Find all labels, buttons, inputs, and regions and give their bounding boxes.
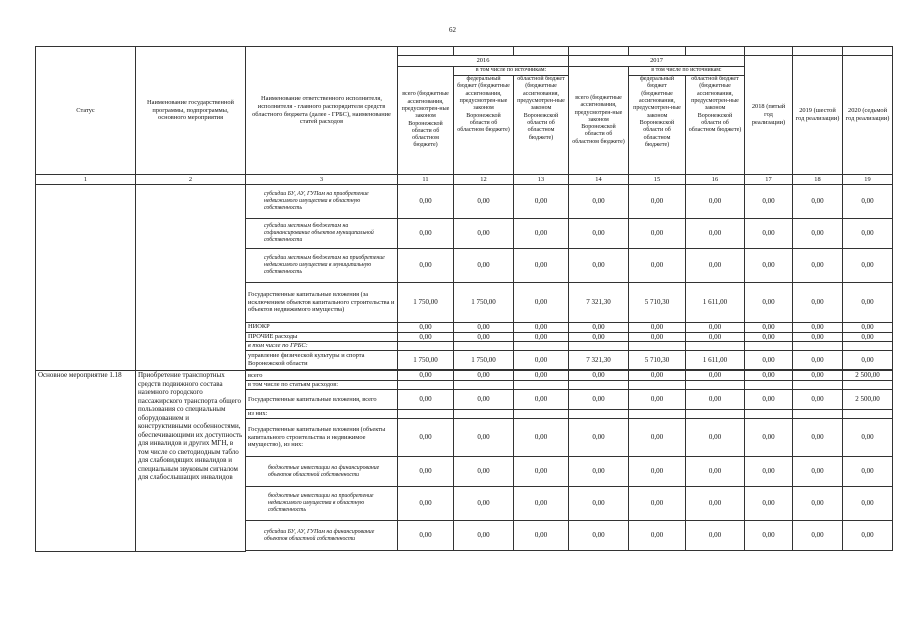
col-num: 13	[514, 175, 569, 185]
cell-value: 1 750,00	[454, 283, 514, 323]
cell-value: 0,00	[514, 351, 569, 370]
cell-value: 0,00	[843, 487, 893, 521]
header-federal-2017: федеральный бюджет (бюджетные ассигнования, предусмотрен-ные законом Воронежской области об областном бюджете)	[629, 76, 686, 175]
cell-value: 1 750,00	[398, 351, 454, 370]
cell-value: 0,00	[686, 249, 745, 283]
cell-value: 1 750,00	[454, 351, 514, 370]
cell-value: 0,00	[398, 457, 454, 487]
cell-value: 0,00	[843, 219, 893, 249]
cell-value: 0,00	[514, 371, 569, 381]
col-num: 16	[686, 175, 745, 185]
cell-value: 0,00	[629, 419, 686, 457]
cell-value: 0,00	[514, 521, 569, 551]
cell-value: 0,00	[745, 249, 793, 283]
cell-value: 0,00	[398, 390, 454, 410]
header-regional-2016: областной бюджет (бюджетные ассигнования, предусмотрен-ные законом Воронежской области об областном бюджете)	[514, 76, 569, 175]
cell-value: 0,00	[454, 371, 514, 381]
col-num: 15	[629, 175, 686, 185]
cell-value: 0,00	[793, 457, 843, 487]
cell-value: 0,00	[629, 323, 686, 333]
table-row	[36, 185, 893, 219]
cell-value: 0,00	[686, 419, 745, 457]
cell-value: 0,00	[569, 457, 629, 487]
row-label: Государственные капитальные вложения (за исключением объектов капитального строительства и объектов недвижимого имущества)	[246, 283, 398, 323]
cell-value: 0,00	[454, 390, 514, 410]
col-num: 11	[398, 175, 454, 185]
row-label: ПРОЧИЕ расходы	[246, 332, 398, 342]
cell-value: 1 750,00	[398, 283, 454, 323]
cell-value: 0,00	[569, 185, 629, 219]
header-2018: 2018 (пятый год реализации)	[745, 56, 793, 175]
header-total-2017: всего (бюджетные ассигнования, предусмотрен-ные законом Воронежской области об областном бюджете)	[569, 67, 629, 175]
page-number: 62	[449, 26, 456, 34]
cell-value: 0,00	[686, 371, 745, 381]
cell-value: 0,00	[569, 487, 629, 521]
cell-value: 0,00	[454, 249, 514, 283]
col-num: 19	[843, 175, 893, 185]
cell-value: 0,00	[686, 332, 745, 342]
row-label: Государственные капитальные вложения (объекты капитального строительства и недвижимое имущество), из них:	[246, 419, 398, 457]
cell-value: 0,00	[569, 219, 629, 249]
row-label: субсидии БУ, АУ, ГУПам на финансирование объектов областной собственности	[246, 521, 398, 551]
cell-value: 0,00	[843, 249, 893, 283]
cell-value: 5 710,30	[629, 283, 686, 323]
col-num: 3	[246, 175, 398, 185]
cell-value: 5 710,30	[629, 351, 686, 370]
cell-value: 0,00	[569, 371, 629, 381]
cell-value: 0,00	[745, 323, 793, 333]
header-program: Наименование государственной программы, подпрограммы, основного мероприятия	[136, 47, 246, 175]
cell-value: 0,00	[629, 521, 686, 551]
row-label: НИОКР	[246, 323, 398, 333]
cell-value: 1 611,00	[686, 283, 745, 323]
cell-value: 0,00	[514, 332, 569, 342]
cell-value: 0,00	[398, 332, 454, 342]
incl-articles-label: в том числе по статьям расходов:	[246, 381, 398, 390]
cell-value: 0,00	[793, 371, 843, 381]
cell-value: 0,00	[454, 419, 514, 457]
cell-value: 2 500,00	[843, 390, 893, 410]
header-executor: Наименование ответственного исполнителя, исполнителя - главного распорядителя средств областного бюджета (далее - ГРБС), наименование статей расходов	[246, 47, 398, 175]
col-num: 1	[36, 175, 136, 185]
cell-value: 0,00	[745, 371, 793, 381]
budget-table	[35, 46, 893, 552]
cell-value: 0,00	[686, 521, 745, 551]
row-label: Государственные капитальные вложения, всего	[246, 390, 398, 410]
cell-value: 0,00	[843, 521, 893, 551]
header-total-2016: всего (бюджетные ассигнования, предусмотрен-ные законом Воронежской области об областном бюджете)	[398, 67, 454, 175]
cell-value: 0,00	[745, 487, 793, 521]
cell-value: 0,00	[514, 219, 569, 249]
cell-value: 0,00	[454, 521, 514, 551]
header-sources-2017: в том числе по источникам:	[629, 67, 745, 76]
cell-value: 0,00	[398, 487, 454, 521]
header-federal-2016: федеральный бюджет (бюджетные ассигнования, предусмотрен-ные законом Воронежской области об областном бюджете)	[454, 76, 514, 175]
cell-value: 0,00	[514, 283, 569, 323]
cell-value: 0,00	[686, 219, 745, 249]
measure-name: Приобретение транспортных средств подвижного состава наземного городского пассажирского транспорта общего пользования со специальным оборудованием и конструктивными особенностями, обеспечивающими их доступность для инвалидов и других МГН, в том числе со светодиодным табло для слабовидящих инвалидов и специальным звуковым сигналом для слабослышащих инвалидов	[136, 371, 246, 552]
cell-value: 0,00	[514, 323, 569, 333]
cell-value: 0,00	[843, 332, 893, 342]
cell-value: 0,00	[793, 185, 843, 219]
header-status: Статус	[36, 47, 136, 175]
cell-value: 0,00	[398, 521, 454, 551]
row-label: субсидии местным бюджетам на софинансирование объектов муниципальной собственности	[246, 219, 398, 249]
cell-value: 0,00	[398, 249, 454, 283]
cell-value: 0,00	[745, 219, 793, 249]
cell-value: 0,00	[793, 283, 843, 323]
cell-value: 0,00	[793, 219, 843, 249]
cell-value: 0,00	[454, 457, 514, 487]
cell-value: 0,00	[745, 351, 793, 370]
column-number-row	[36, 175, 893, 185]
cell-value: 0,00	[398, 219, 454, 249]
header-2019: 2019 (шестой год реализации)	[793, 56, 843, 175]
cell-value: 0,00	[793, 332, 843, 342]
cell-value: 0,00	[514, 249, 569, 283]
cell-value: 0,00	[569, 390, 629, 410]
cell-value: 0,00	[686, 390, 745, 410]
cell-value: 0,00	[569, 332, 629, 342]
cell-value: 0,00	[454, 323, 514, 333]
col-num: 12	[454, 175, 514, 185]
cell-value: 0,00	[843, 185, 893, 219]
cell-value: 0,00	[745, 283, 793, 323]
cell-value: 0,00	[745, 419, 793, 457]
cell-value: 0,00	[629, 371, 686, 381]
cell-value: 0,00	[686, 457, 745, 487]
col-num: 2	[136, 175, 246, 185]
header-year-2016: 2016	[398, 56, 569, 67]
cell-value: 0,00	[793, 323, 843, 333]
cell-value: 0,00	[793, 390, 843, 410]
cell-value: 0,00	[398, 185, 454, 219]
header-spacer-row	[36, 47, 893, 56]
cell-value: 0,00	[514, 487, 569, 521]
cell-value: 0,00	[843, 283, 893, 323]
header-regional-2017: областной бюджет (бюджетные ассигнования, предусмотрен-ные законом Воронежской области об областном бюджете)	[686, 76, 745, 175]
cell-value: 0,00	[793, 419, 843, 457]
cell-value: 0,00	[514, 419, 569, 457]
header-sources-2016: в том числе по источникам:	[454, 67, 569, 76]
cell-value: 0,00	[454, 219, 514, 249]
cell-value: 0,00	[629, 219, 686, 249]
cell-value: 0,00	[454, 487, 514, 521]
cell-value: 0,00	[398, 323, 454, 333]
cell-value: 0,00	[454, 185, 514, 219]
cell-value: 7 321,30	[569, 283, 629, 323]
cell-value: 0,00	[745, 390, 793, 410]
header-year-2017: 2017	[569, 56, 745, 67]
cell-value: 0,00	[569, 249, 629, 283]
header-2020: 2020 (седьмой год реализации)	[843, 56, 893, 175]
cell-value: 0,00	[514, 457, 569, 487]
incl-grbs-label: в том числе по ГРБС:	[246, 342, 398, 351]
measure-status: Основное мероприятие 1.18	[36, 371, 136, 552]
cell-value: 0,00	[569, 323, 629, 333]
row-label: всего	[246, 371, 398, 381]
cell-value: 0,00	[629, 457, 686, 487]
cell-value: 0,00	[398, 419, 454, 457]
col-num: 18	[793, 175, 843, 185]
cell-value: 0,00	[629, 390, 686, 410]
row-label: бюджетные инвестиции на приобретение недвижимого имущества в областную собственность	[246, 487, 398, 521]
row-label: субсидии БУ, АУ, ГУПам на приобретение недвижимого имущества в областную собственность	[246, 185, 398, 219]
cell-value: 0,00	[686, 323, 745, 333]
cell-value: 0,00	[793, 521, 843, 551]
cell-value: 0,00	[569, 521, 629, 551]
cell-value: 0,00	[629, 332, 686, 342]
cell-value: 0,00	[745, 457, 793, 487]
cell-value: 0,00	[569, 419, 629, 457]
col-num: 14	[569, 175, 629, 185]
cell-value: 0,00	[629, 185, 686, 219]
cell-value: 2 500,00	[843, 371, 893, 381]
table-row	[36, 371, 893, 381]
cell-value: 0,00	[745, 185, 793, 219]
cell-value: 1 611,00	[686, 351, 745, 370]
col-num: 17	[745, 175, 793, 185]
cell-value: 0,00	[454, 332, 514, 342]
cell-value: 0,00	[843, 351, 893, 370]
cell-value: 0,00	[686, 185, 745, 219]
row-label: управление физической культуры и спорта Воронежской области	[246, 351, 398, 370]
cell-value: 0,00	[793, 351, 843, 370]
cell-value: 0,00	[629, 487, 686, 521]
cell-value: 0,00	[514, 390, 569, 410]
cell-value: 0,00	[793, 487, 843, 521]
row-label: субсидии местным бюджетам на приобретение недвижимого имущества в муниципальную собственность	[246, 249, 398, 283]
cell-value: 0,00	[745, 332, 793, 342]
cell-value: 0,00	[793, 249, 843, 283]
cell-value: 0,00	[686, 487, 745, 521]
row-label: бюджетные инвестиции на финансирование объектов областной собственности	[246, 457, 398, 487]
of-them-label: из них:	[246, 410, 398, 419]
cell-value: 0,00	[843, 419, 893, 457]
cell-value: 0,00	[843, 457, 893, 487]
cell-value: 0,00	[398, 371, 454, 381]
cell-value: 0,00	[745, 521, 793, 551]
cell-value: 0,00	[514, 185, 569, 219]
cell-value: 0,00	[629, 249, 686, 283]
cell-value: 7 321,30	[569, 351, 629, 370]
cell-value: 0,00	[843, 323, 893, 333]
